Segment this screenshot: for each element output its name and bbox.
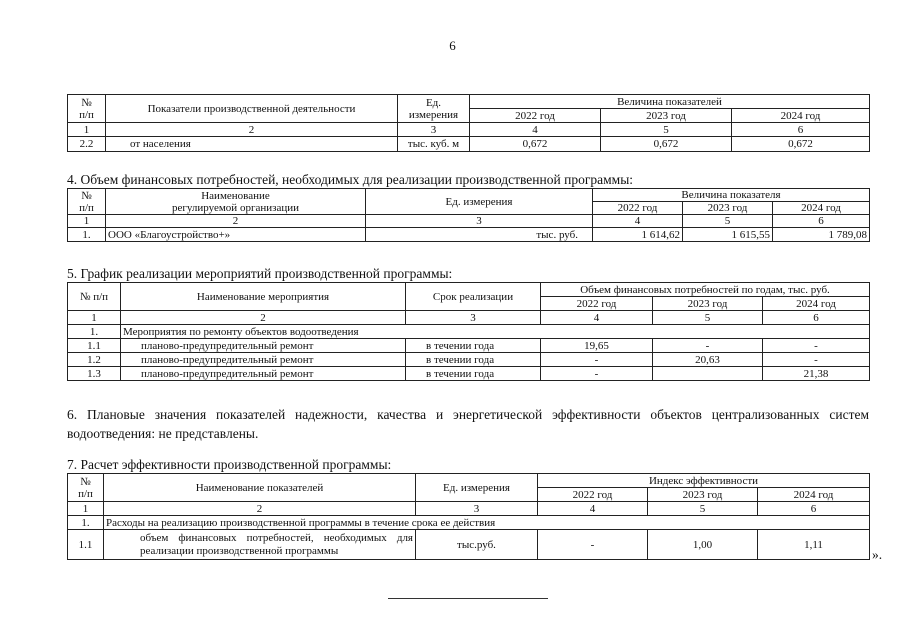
cell-term: в течении года	[406, 353, 541, 367]
cell-num: 1.3	[68, 367, 121, 381]
index-row	[68, 502, 870, 516]
cell-name: планово-предупредительный ремонт	[121, 339, 406, 353]
cell-value: 0,672	[470, 137, 601, 152]
cell-name: планово-предупредительный ремонт	[121, 367, 406, 381]
cell-unit: тыс. куб. м	[398, 137, 470, 152]
header-group: Величина показателя	[593, 189, 870, 202]
index-row	[68, 123, 870, 137]
cell-value: 1,00	[648, 530, 758, 560]
cell-value: 1 615,55	[683, 228, 773, 242]
header-year: 2022 год	[538, 488, 648, 502]
table-row	[68, 339, 870, 353]
index-cell: 3	[416, 502, 538, 516]
cell-value: 0,672	[732, 137, 870, 152]
index-cell: 6	[763, 311, 870, 325]
index-cell: 2	[106, 215, 366, 228]
header-term: Срок реализации	[406, 283, 541, 311]
cell-name: от населения	[106, 137, 398, 152]
index-cell: 3	[406, 311, 541, 325]
cell-name: ООО «Благоустройство+»	[106, 228, 366, 242]
table-row	[68, 530, 870, 560]
financial-needs-table	[67, 188, 870, 242]
cell-value: 21,38	[763, 367, 870, 381]
header-year: 2024 год	[758, 488, 870, 502]
cell-value: -	[653, 339, 763, 353]
cell-value: -	[541, 367, 653, 381]
table-row	[68, 353, 870, 367]
header-name: Показатели производственной деятельности	[106, 95, 398, 123]
header-num: № п/п	[68, 95, 106, 123]
header-name: Наименование мероприятия	[121, 283, 406, 311]
table-row	[68, 137, 870, 152]
index-cell: 1	[68, 215, 106, 228]
group-row-label: Мероприятия по ремонту объектов водоотведения	[121, 325, 870, 339]
cell-unit: тыс. руб.	[366, 228, 593, 242]
closing-quote: ».	[872, 547, 883, 562]
index-cell: 5	[648, 502, 758, 516]
cell-term: в течении года	[406, 367, 541, 381]
index-cell: 2	[106, 123, 398, 137]
header-year: 2024 год	[763, 297, 870, 311]
cell-value: 1 789,08	[773, 228, 870, 242]
header-num: № п/п	[68, 189, 106, 215]
cell-name: планово-предупредительный ремонт	[121, 353, 406, 367]
cell-value: 19,65	[541, 339, 653, 353]
index-cell: 5	[601, 123, 732, 137]
group-row	[68, 516, 870, 530]
index-cell: 5	[683, 215, 773, 228]
header-year: 2024 год	[732, 109, 870, 123]
table-row	[68, 367, 870, 381]
index-cell: 2	[104, 502, 416, 516]
header-group: Индекс эффективности	[538, 474, 870, 488]
cell-value: 0,672	[601, 137, 732, 152]
index-cell: 4	[470, 123, 601, 137]
index-cell: 6	[732, 123, 870, 137]
header-year: 2023 год	[648, 488, 758, 502]
index-row	[68, 215, 870, 228]
index-cell: 1	[68, 311, 121, 325]
cell-value	[653, 367, 763, 381]
cell-value: -	[541, 353, 653, 367]
section7-title: 7. Расчет эффективности производственной программы:	[67, 457, 392, 472]
group-row	[68, 325, 870, 339]
cell-num: 1.	[68, 325, 121, 339]
cell-num: 2.2	[68, 137, 106, 152]
cell-num: 1.2	[68, 353, 121, 367]
index-cell: 6	[758, 502, 870, 516]
cell-name: объем финансовых потребностей, необходимых для реализации производственной программы	[104, 530, 416, 560]
cell-value: -	[538, 530, 648, 560]
header-year: 2023 год	[653, 297, 763, 311]
cell-num: 1.1	[68, 530, 104, 560]
header-num: № п/п	[68, 283, 121, 311]
index-cell: 2	[121, 311, 406, 325]
header-unit: Ед. измерения	[398, 95, 470, 123]
cell-value: 1,11	[758, 530, 870, 560]
header-year: 2023 год	[683, 202, 773, 215]
header-year: 2023 год	[601, 109, 732, 123]
production-indicators-table	[67, 94, 870, 152]
header-num: № п/п	[68, 474, 104, 502]
header-unit: Ед. измерения	[416, 474, 538, 502]
header-year: 2024 год	[773, 202, 870, 215]
schedule-table	[67, 282, 870, 381]
header-year: 2022 год	[593, 202, 683, 215]
cell-num: 1.	[68, 516, 104, 530]
cell-num: 1.	[68, 228, 106, 242]
cell-value: 20,63	[653, 353, 763, 367]
index-cell: 5	[653, 311, 763, 325]
index-cell: 6	[773, 215, 870, 228]
cell-value: -	[763, 353, 870, 367]
index-cell: 1	[68, 502, 104, 516]
section5-title: 5. График реализации мероприятий производственной программы:	[67, 266, 453, 281]
page-number: 6	[449, 38, 456, 53]
section6-text: 6. Плановые значения показателей надежности, качества и энергетической эффективности объектов централизованных систем водоотведения: не представлены.	[67, 407, 869, 441]
header-year: 2022 год	[470, 109, 601, 123]
header-year: 2022 год	[541, 297, 653, 311]
index-cell: 3	[398, 123, 470, 137]
group-row-label: Расходы на реализацию производственной программы в течение срока ее действия	[104, 516, 870, 530]
cell-unit: тыс.руб.	[416, 530, 538, 560]
section4-title: 4. Объем финансовых потребностей, необходимых для реализации производственной программы:	[67, 172, 634, 187]
index-row	[68, 311, 870, 325]
header-unit: Ед. измерения	[366, 189, 593, 215]
footer-divider	[388, 598, 548, 599]
index-cell: 3	[366, 215, 593, 228]
efficiency-table	[67, 473, 870, 560]
header-group: Величина показателей	[470, 95, 870, 109]
index-cell: 4	[593, 215, 683, 228]
cell-value: -	[763, 339, 870, 353]
header-name: Наименование регулируемой организации	[106, 189, 366, 215]
header-group: Объем финансовых потребностей по годам, тыс. руб.	[541, 283, 870, 297]
table-row	[68, 228, 870, 242]
cell-term: в течении года	[406, 339, 541, 353]
index-cell: 1	[68, 123, 106, 137]
cell-value: 1 614,62	[593, 228, 683, 242]
index-cell: 4	[541, 311, 653, 325]
cell-num: 1.1	[68, 339, 121, 353]
index-cell: 4	[538, 502, 648, 516]
header-name: Наименование показателей	[104, 474, 416, 502]
